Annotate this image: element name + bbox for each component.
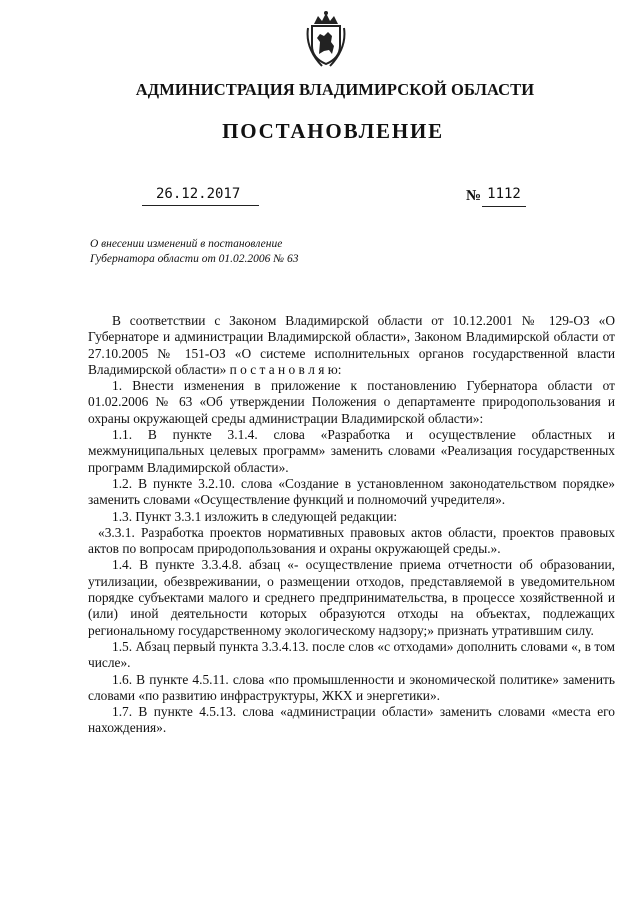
document-number: 1112	[482, 186, 526, 207]
paragraph-item-1-2: 1.2. В пункте 3.2.10. слова «Создание в установленном законодательством порядке» заменить словами «Осуществление функций и полномочий учредителя».	[88, 475, 615, 508]
paragraph-preamble: В соответствии с Законом Владимирской области от 10.12.2001 № 129-ОЗ «О Губернаторе и администрации Владимирской области», Законом Владимирской области от 27.10.2005 № 151-ОЗ «О системе исполнительных органов государственной власти Владимирской области» п о с т а н о в л я ю:	[88, 313, 615, 377]
subject	[90, 237, 298, 266]
document-date: 26.12.2017	[142, 186, 259, 206]
paragraph-item-1-5: 1.5. Абзац первый пункта 3.3.4.13. после слов «с отходами» дополнить словами «, в том числе».	[88, 638, 615, 671]
subject-line: Губернатора области от 01.02.2006 № 63	[90, 252, 299, 265]
paragraph-item-1-6: 1.6. В пункте 4.5.11. слова «по промышленности и экономической политике» заменить словами «по развитию инфраструктуры, ЖКХ и энергетики».	[88, 671, 615, 703]
paragraph-item-1: 1. Внести изменения в приложение к постановлению Губернатора области от 01.02.2006 № 63 «Об утверждении Положения о департаменте природопользования и охраны окружающей среды администрации Владимирской области»:	[88, 378, 615, 426]
number-label: №	[466, 188, 482, 204]
paragraph-quote-3-3-1: «3.3.1. Разработка проектов нормативных правовых актов области, проектов правовых актов по вопросам природопользования и охраны окружающей среды.».	[88, 524, 615, 557]
paragraph-item-1-1: 1.1. В пункте 3.1.4. слова «Разработка и осуществление областных и межмуниципальных целевых программ» заменить словами «Реализация государственных программ Владимирской области».	[88, 427, 615, 475]
document-type: ПОСТАНОВЛЕНИЕ	[222, 119, 444, 143]
paragraph-item-1-3: 1.3. Пункт 3.3.1 изложить в следующей редакции:	[112, 508, 398, 524]
document-body	[88, 313, 615, 737]
subject-line: О внесении изменений в постановление	[90, 238, 283, 250]
coat-of-arms-icon	[304, 10, 348, 68]
organization-title: АДМИНИСТРАЦИЯ ВЛАДИМИРСКОЙ ОБЛАСТИ	[135, 80, 535, 99]
paragraph-item-1-7: 1.7. В пункте 4.5.13. слова «администрации области» заменить словами «места его нахождения».	[88, 704, 615, 736]
paragraph-item-1-4: 1.4. В пункте 3.3.4.8. абзац «- осуществление приема отчетности об образовании, утилизации, обезвреживании, о размещении отходов, представляемой в уведомительном порядке субъектами малого и среднего предпринимательства, в процессе хозяйственной и (или) иной деятельности которых образуются отходы на объектах, подлежащих региональному государственному экологическому надзору;» признать утратившим силу.	[88, 557, 615, 638]
